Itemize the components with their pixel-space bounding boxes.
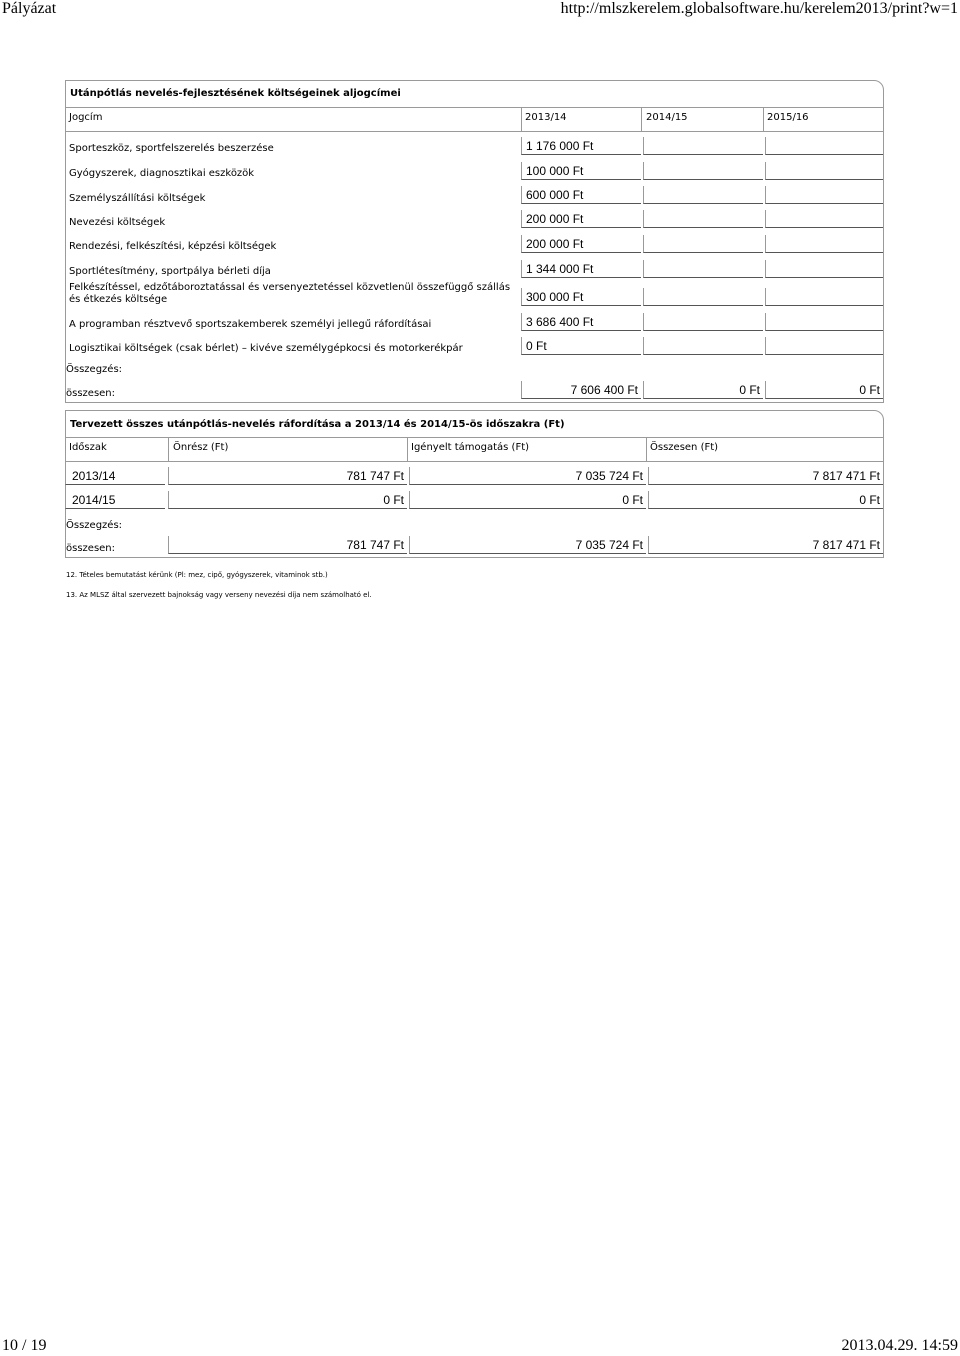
amount-field[interactable]: 100 000 Ft — [521, 162, 641, 180]
column-header-total: Összesen (Ft) — [650, 442, 719, 453]
page-header-url: http://mlszkerelem.globalsoftware.hu/kerelem2013/print?w=1 — [560, 0, 958, 17]
summary-label: Összegzés: — [66, 364, 123, 375]
page-number: 10 / 19 — [2, 1337, 47, 1354]
summary-label: Összegzés: — [66, 520, 123, 531]
column-header-year: 2015/16 — [767, 112, 809, 123]
footnote: 12. Tételes bemutatást kérünk (Pl: mez, cipő, gyógyszerek, vitaminok stb.) — [66, 571, 328, 579]
period-cell: 2014/15 — [65, 491, 165, 509]
amount-field[interactable] — [643, 210, 763, 228]
amount-field[interactable] — [643, 186, 763, 204]
requested-support-field[interactable]: 0 Ft — [409, 491, 646, 509]
total-requested-field: 7 035 724 Ft — [409, 536, 646, 554]
amount-field[interactable] — [643, 260, 763, 278]
column-header-year: 2014/15 — [646, 112, 688, 123]
total-field: 7 606 400 Ft — [521, 381, 641, 399]
own-share-field[interactable]: 781 747 Ft — [168, 467, 407, 485]
amount-field[interactable] — [765, 260, 883, 278]
amount-field[interactable]: 300 000 Ft — [521, 288, 641, 306]
column-header-requested-support: Igényelt támogatás (Ft) — [411, 442, 530, 453]
column-header-own-share: Önrész (Ft) — [173, 442, 229, 453]
row-label: Személyszállítási költségek — [69, 193, 206, 204]
column-header-period: Időszak — [69, 442, 107, 453]
amount-field[interactable] — [643, 288, 763, 306]
amount-field[interactable]: 3 686 400 Ft — [521, 313, 641, 331]
amount-field[interactable] — [643, 162, 763, 180]
total-field: 7 817 471 Ft — [648, 467, 883, 485]
total-label: összesen: — [66, 388, 116, 399]
amount-field[interactable]: 1 344 000 Ft — [521, 260, 641, 278]
amount-field[interactable] — [765, 137, 883, 155]
amount-field[interactable] — [643, 337, 763, 355]
row-label: Felkészítéssel, edzőtáboroztatással és versenyeztetéssel közvetlenül összefüggő szállás és étkezés költsége — [69, 282, 511, 305]
amount-field[interactable] — [765, 337, 883, 355]
row-label: Sporteszköz, sportfelszerelés beszerzése — [69, 143, 274, 154]
amount-field[interactable]: 600 000 Ft — [521, 186, 641, 204]
section-title: Utánpótlás nevelés-fejlesztésének költségeinek aljogcímei — [70, 88, 401, 99]
amount-field[interactable] — [765, 162, 883, 180]
amount-field[interactable] — [765, 313, 883, 331]
total-label: összesen: — [66, 543, 116, 554]
period-cell: 2013/14 — [65, 467, 165, 485]
column-header-year: 2013/14 — [525, 112, 567, 123]
amount-field[interactable] — [765, 186, 883, 204]
row-label: Sportlétesítmény, sportpálya bérleti díja — [69, 266, 271, 277]
amount-field[interactable]: 1 176 000 Ft — [521, 137, 641, 155]
row-label: Gyógyszerek, diagnosztikai eszközök — [69, 168, 255, 179]
total-field: 0 Ft — [643, 381, 763, 399]
amount-field[interactable] — [643, 235, 763, 253]
own-share-field[interactable]: 0 Ft — [168, 491, 407, 509]
print-timestamp: 2013.04.29. 14:59 — [841, 1337, 958, 1354]
row-label: Logisztikai költségek (csak bérlet) – kivéve személygépkocsi és motorkerékpár — [69, 343, 463, 354]
amount-field[interactable]: 200 000 Ft — [521, 210, 641, 228]
amount-field[interactable] — [765, 210, 883, 228]
total-field: 0 Ft — [648, 491, 883, 509]
row-label: Rendezési, felkészítési, képzési költségek — [69, 241, 277, 252]
column-header-jogcim: Jogcím — [69, 112, 103, 123]
amount-field[interactable] — [643, 313, 763, 331]
amount-field[interactable] — [765, 235, 883, 253]
page-header-title: Pályázat — [2, 0, 57, 17]
amount-field[interactable]: 200 000 Ft — [521, 235, 641, 253]
total-field: 0 Ft — [765, 381, 883, 399]
grand-total-field: 7 817 471 Ft — [648, 536, 883, 554]
section-title: Tervezett összes utánpótlás-nevelés ráfordítása a 2013/14 és 2014/15-ös időszakra (Ft) — [70, 419, 565, 430]
row-label: A programban résztvevő sportszakemberek személyi jellegű ráfordításai — [69, 319, 432, 330]
requested-support-field[interactable]: 7 035 724 Ft — [409, 467, 646, 485]
amount-field[interactable]: 0 Ft — [521, 337, 641, 355]
row-label: Nevezési költségek — [69, 217, 166, 228]
amount-field[interactable] — [643, 137, 763, 155]
amount-field[interactable] — [765, 288, 883, 306]
total-own-share-field: 781 747 Ft — [168, 536, 407, 554]
footnote: 13. Az MLSZ által szervezett bajnokság vagy verseny nevezési díja nem számolható el. — [66, 591, 372, 599]
